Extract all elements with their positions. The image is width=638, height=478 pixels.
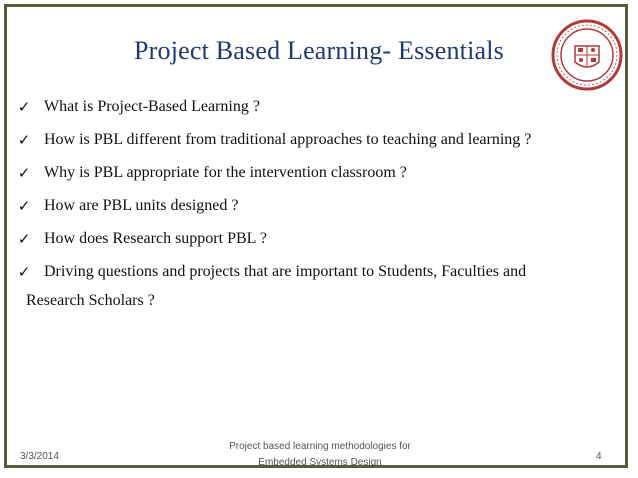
footer-title-line2: Embedded Systems Design bbox=[258, 457, 382, 468]
footer-title bbox=[210, 439, 430, 471]
page-number: 4 bbox=[596, 451, 602, 462]
bullet-item bbox=[16, 195, 616, 228]
bullet-text: What is Project-Based Learning ? bbox=[44, 98, 260, 115]
bullet-text: How does Research support PBL ? bbox=[44, 230, 267, 247]
bullet-list bbox=[16, 96, 616, 317]
footer-title-line1: Project based learning methodologies for bbox=[229, 441, 411, 452]
checkmark-icon: ✓ bbox=[17, 164, 31, 182]
bullet-text bbox=[26, 257, 604, 315]
checkmark-icon: ✓ bbox=[17, 197, 31, 215]
checkmark-icon: ✓ bbox=[17, 98, 31, 116]
checkmark-icon: ✓ bbox=[17, 131, 31, 149]
checkmark-icon: ✓ bbox=[17, 263, 31, 281]
bullet-item bbox=[16, 261, 616, 317]
bullet-item bbox=[16, 162, 616, 195]
checkmark-icon: ✓ bbox=[17, 230, 31, 248]
slide-title: Project Based Learning- Essentials bbox=[134, 36, 504, 65]
bullet-text-line2: Research Scholars ? bbox=[26, 292, 155, 309]
bullet-text: Why is PBL appropriate for the intervention classroom ? bbox=[44, 164, 407, 181]
bullet-text: How is PBL different from traditional approaches to teaching and learning ? bbox=[44, 131, 532, 148]
college-seal-logo-icon bbox=[550, 18, 624, 92]
bullet-item bbox=[16, 129, 616, 162]
bullet-text-line1: Driving questions and projects that are important to Students, Faculties and bbox=[44, 263, 527, 280]
bullet-text: How are PBL units designed ? bbox=[44, 197, 239, 214]
footer-date: 3/3/2014 bbox=[20, 451, 59, 462]
bullet-item bbox=[16, 96, 616, 129]
